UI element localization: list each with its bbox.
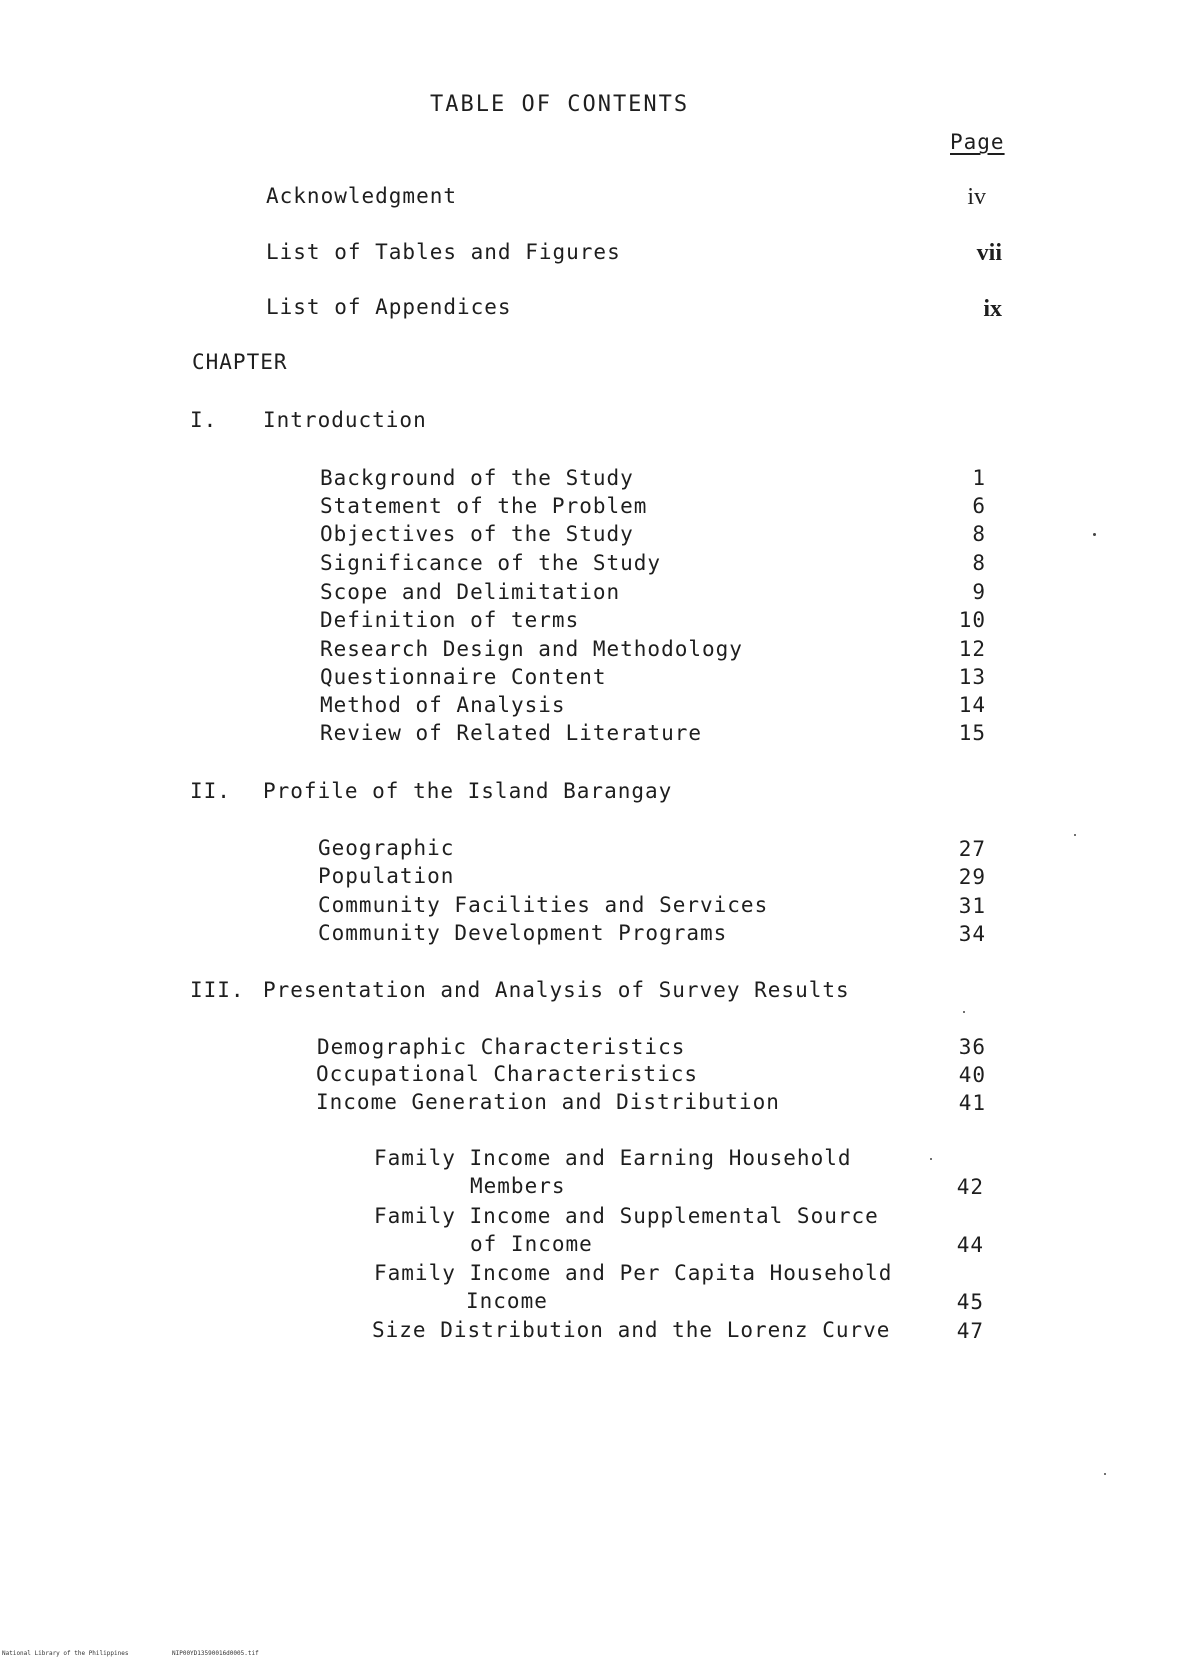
toc-entry-page: 8 — [972, 522, 986, 546]
toc-entry-page: 44 — [956, 1233, 984, 1257]
toc-entry-label: Community Development Programs — [318, 921, 728, 945]
toc-entry-page: 8 — [972, 551, 986, 575]
toc-entry-page: 6 — [972, 494, 986, 518]
toc-entry-label: Demographic Characteristics — [317, 1035, 686, 1059]
toc-subentry-label: Family Income and Earning Household — [374, 1146, 852, 1170]
toc-entry-label: Occupational Characteristics — [316, 1062, 699, 1086]
toc-entry-page: 47 — [956, 1319, 984, 1343]
chapter-title: Introduction — [263, 408, 427, 432]
toc-entry-label: Questionnaire Content — [320, 665, 607, 689]
toc-entry-page: 27 — [958, 837, 986, 861]
toc-entry-page: 40 — [958, 1063, 986, 1087]
toc-entry-page: 9 — [972, 580, 986, 604]
toc-entry-page: 12 — [958, 637, 986, 661]
toc-subentry-label-cont: Income — [466, 1289, 548, 1313]
footer-file: NIP00YD13590016d0005.tif — [172, 1650, 259, 1657]
scan-speck — [1074, 834, 1076, 836]
toc-entry-page: 14 — [958, 693, 986, 717]
front-matter-label: Acknowledgment — [266, 184, 458, 208]
toc-subentry-label: Size Distribution and the Lorenz Curve — [372, 1318, 891, 1342]
toc-entry-page: 10 — [958, 608, 986, 632]
chapter-numeral: II. — [190, 779, 231, 803]
toc-entry-page: 45 — [956, 1290, 984, 1314]
scan-speck — [963, 1011, 965, 1013]
toc-entry-label: Method of Analysis — [320, 693, 566, 717]
toc-entry-label: Review of Related Literature — [320, 721, 703, 745]
toc-entry-label: Community Facilities and Services — [318, 893, 769, 917]
toc-entry-label: Significance of the Study — [320, 551, 662, 575]
toc-entry-label: Objectives of the Study — [320, 522, 634, 546]
scan-speck — [1093, 533, 1096, 536]
toc-entry-label: Income Generation and Distribution — [316, 1090, 780, 1114]
scan-speck — [1104, 1473, 1106, 1475]
toc-entry-page: 15 — [958, 721, 986, 745]
chapter-title: Presentation and Analysis of Survey Results — [263, 978, 850, 1002]
chapter-heading: CHAPTER — [192, 350, 288, 374]
front-matter-page: ix — [983, 296, 1002, 322]
toc-entry-page: 1 — [972, 466, 986, 490]
toc-entry-label: Statement of the Problem — [320, 494, 648, 518]
toc-entry-page: 42 — [956, 1175, 984, 1199]
page-column-header: Page — [950, 130, 1005, 154]
footer-library: National Library of the Philippines — [2, 1650, 129, 1657]
front-matter-label: List of Tables and Figures — [266, 240, 621, 264]
toc-entry-label: Population — [318, 864, 455, 888]
toc-entry-label: Definition of terms — [320, 608, 580, 632]
toc-entry-page: 36 — [958, 1035, 986, 1059]
chapter-numeral: I. — [190, 408, 218, 432]
toc-entry-label: Scope and Delimitation — [320, 580, 621, 604]
toc-entry-page: 31 — [958, 894, 986, 918]
front-matter-page: vii — [976, 240, 1002, 266]
toc-entry-page: 41 — [958, 1091, 986, 1115]
toc-entry-label: Geographic — [318, 836, 455, 860]
front-matter-page: iv — [967, 184, 986, 210]
toc-subentry-label: Family Income and Supplemental Source — [374, 1204, 879, 1228]
page-title: TABLE OF CONTENTS — [430, 92, 690, 117]
chapter-title: Profile of the Island Barangay — [263, 779, 673, 803]
toc-subentry-label-cont: Members — [470, 1174, 566, 1198]
toc-entry-page: 13 — [958, 665, 986, 689]
toc-entry-label: Background of the Study — [320, 466, 634, 490]
toc-subentry-label: Family Income and Per Capita Household — [374, 1261, 893, 1285]
toc-entry-label: Research Design and Methodology — [320, 637, 743, 661]
toc-subentry-label-cont: of Income — [470, 1232, 593, 1256]
toc-entry-page: 34 — [958, 922, 986, 946]
toc-entry-page: 29 — [958, 865, 986, 889]
chapter-numeral: III. — [190, 978, 245, 1002]
scan-speck — [930, 1158, 932, 1160]
front-matter-label: List of Appendices — [266, 295, 512, 319]
